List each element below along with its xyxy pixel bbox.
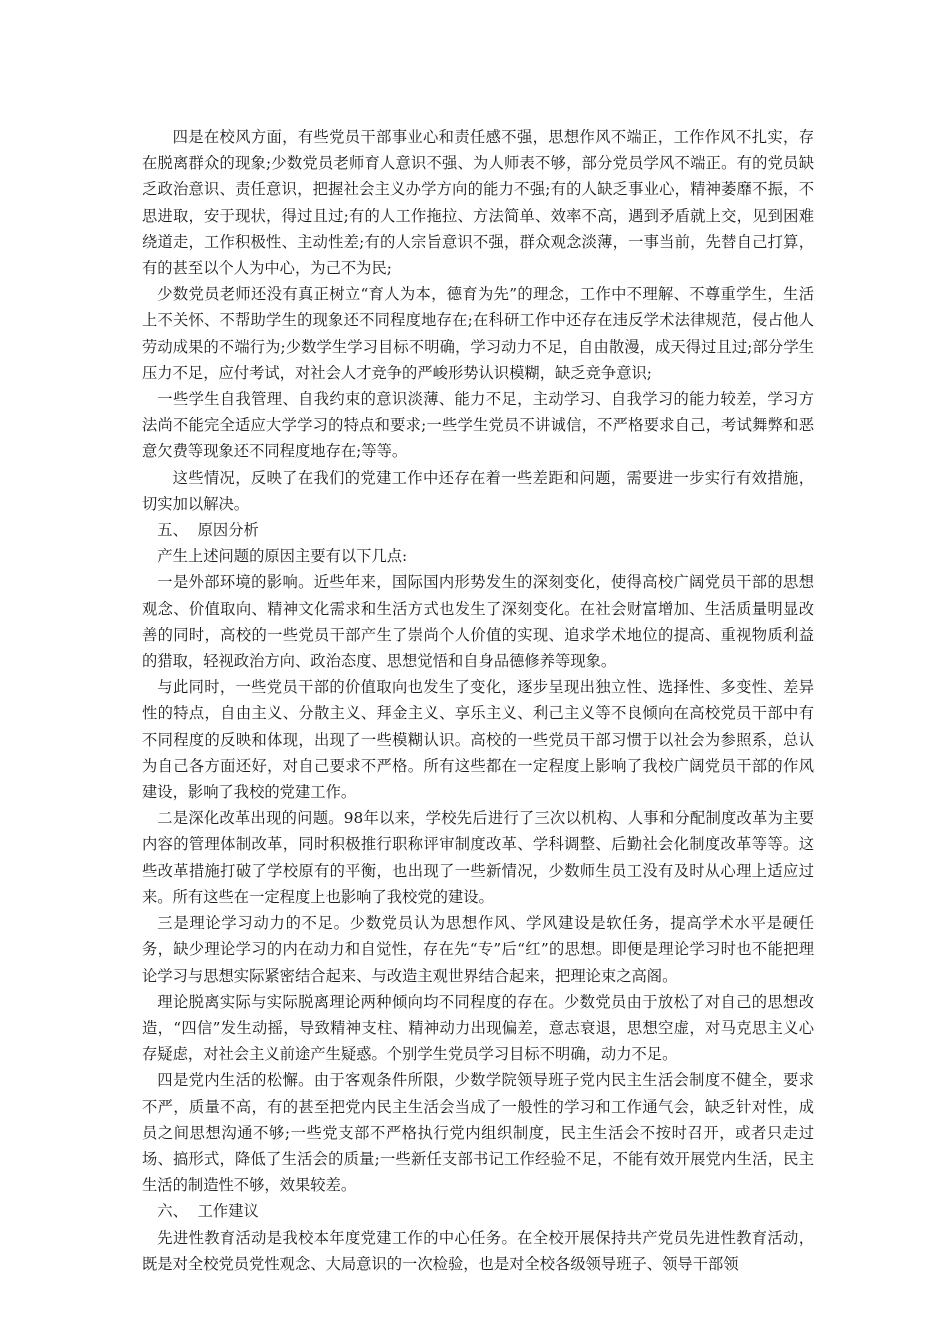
paragraph-external-environment: 一是外部环境的影响。近些年来，国际国内形势发生的深刻变化，使得高校广阔党员干部的思想观念、价值取向、精神文化需求和生活方式也发生了深刻变化。在社会财富增加、生活质量明显改善的同时，高校的一些党员干部产生了崇尚个人价值的实现、追求学术地位的提高、重视物质利益的猎取，轻视政治方向、政治态度、思想觉悟和自身品德修养等现象。 — [142, 573, 814, 671]
section-heading-work-suggestions: 六、 工作建议 — [157, 1202, 259, 1221]
paragraph-causes-intro: 产生上述问题的原因主要有以下几点: — [157, 547, 408, 566]
paragraph-teachers: 少数党员老师还没有真正树立“育人为本，德育为先”的理念，工作中不理解、不尊重学生，生活上不关怀、不帮助学生的现象还不同程度地存在;在科研工作中还存在违反学术法律规范，侵占他人劳动成果的不端行为;少数学生学习目标不明确，学习动力不足，自由散漫，成天得过且过;部分学生压力不足，应付考试，对社会人才竞争的严峻形势认识模糊，缺乏竞争意识; — [142, 285, 814, 382]
paragraph-summary: 这些情况，反映了在我们的党建工作中还存在着一些差距和问题，需要进一步实行有效措施，切实加以解决。 — [142, 468, 814, 513]
paragraph-value-orientation: 与此同时，一些党员干部的价值取向也发生了变化，逐步呈现出独立性、选择性、多变性、差异性的特点，自由主义、分散主义、拜金主义、享乐主义、利己主义等不良倾向在高校党员干部中有不同程度的反映和体现，出现了一些模糊认识。高校的一些党员干部习惯于以社会为参照系，总认为自己各方面还好，对自己要求不严格。所有这些都在一定程度上影响了我校广阔党员干部的作风建设，影响了我校的党建工作。 — [142, 678, 814, 802]
paragraph-party-life: 四是党内生活的松懈。由于客观条件所限，少数学院领导班子党内民主生活会制度不健全，要求不严，质量不高，有的甚至把党内民主生活会当成了一般性的学习和工作通气会，缺乏针对性，成员之间思想沟通不够;一些党支部不严格执行党内组织制度，民主生活会不按时召开，或者只走过场、搞形式，降低了生活会的质量;一些新任支部书记工作经验不足，不能有效开展党内生活，民主生活的制造性不够，效果较差。 — [142, 1071, 814, 1195]
paragraph-campus-style: 四是在校风方面，有些党员干部事业心和责任感不强，思想作风不端正，工作作风不扎实，存在脱离群众的现象;少数党员老师育人意识不强、为人师表不够，部分党员学风不端正。有的党员缺乏政治意识、责任意识，把握社会主义办学方向的能力不强;有的人缺乏事业心，精神萎靡不振，不思进取，安于现状，得过且过;有的人工作拖拉、方法简单、效率不高，遇到矛盾就上交，见到困难绕道走，工作积极性、主动性差;有的人宗旨意识不强，群众观念淡薄，一事当前，先替自己打算，有的甚至以个人为中心，为己不为民; — [142, 128, 814, 278]
paragraph-theory-practice: 理论脱离实际与实际脱离理论两种倾向均不同程度的存在。少数党员由于放松了对自己的思想改造，“四信”发生动摇，导致精神支柱、精神动力出现偏差，意志衰退，思想空虚，对马克思主义心存疑虑，对社会主义前途产生疑惑。个别学生党员学习目标不明确，动力不足。 — [142, 992, 814, 1064]
paragraph-reform-issues: 二是深化改革出现的问题。98年以来，学校先后进行了三次以机构、人事和分配制度改革为主要内容的管理体制改革，同时积极推行职称评审制度改革、学科调整、后勤社会化制度改革等等。这些改革措施打破了学校原有的平衡，也出现了一些新情况，少数师生员工没有及时从心理上适应过来。所有这些在一定程度上也影响了我校党的建设。 — [142, 809, 814, 906]
document-page — [142, 124, 814, 1277]
paragraph-theory-study: 三是理论学习动力的不足。少数党员认为思想作风、学风建设是软任务，提高学术水平是硬任务，缺少理论学习的内在动力和自觉性，存在先“专”后“红”的思想。即便是理论学习时也不能把理论学习与思想实际紧密结合起来、与改造主观世界结合起来，把理论束之高阁。 — [142, 914, 814, 985]
section-heading-cause-analysis: 五、 原因分析 — [157, 521, 259, 540]
paragraph-students: 一些学生自我管理、自我约束的意识淡薄、能力不足，主动学习、自我学习的能力较差，学习方法尚不能完全适应大学学习的特点和要求;一些学生党员不讲诚信，不严格要求自己，考试舞弊和恶意欠费等现象还不同程度地存在;等等。 — [142, 390, 814, 461]
paragraph-advanced-education: 先进性教育活动是我校本年度党建工作的中心任务。在全校开展保持共产党员先进性教育活动，既是对全校党员党性观念、大局意识的一次检验，也是对全校各级领导班子、领导干部领 — [142, 1228, 814, 1273]
